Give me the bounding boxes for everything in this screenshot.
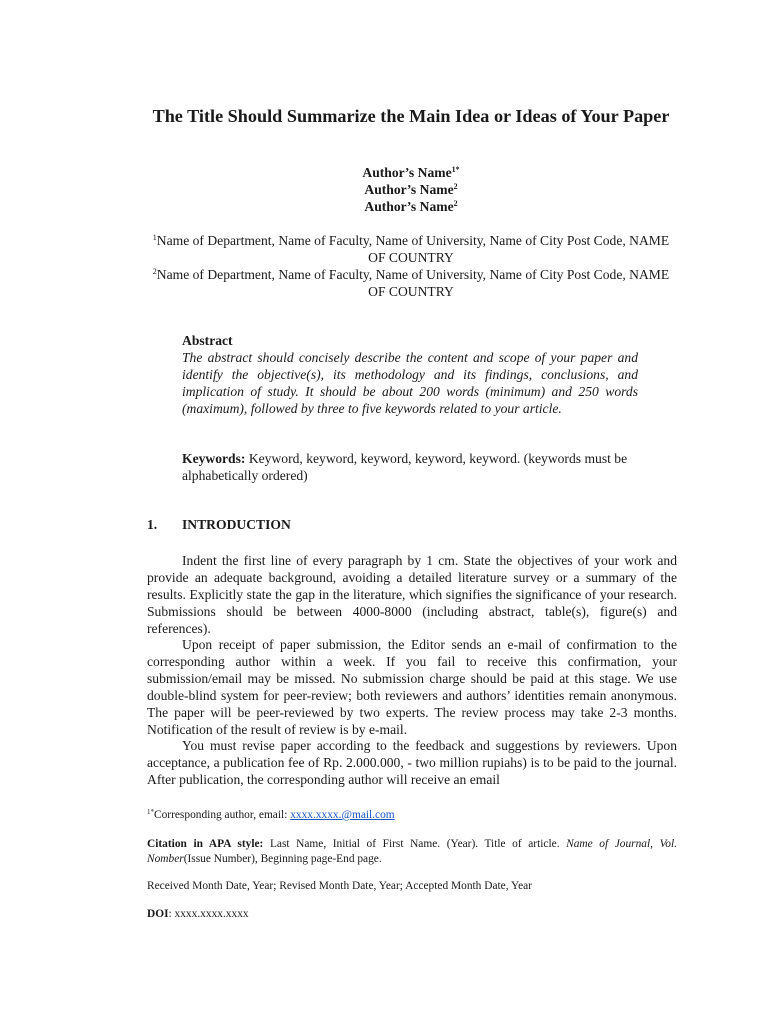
- author-list: [150, 164, 672, 215]
- affiliation-text: Name of Department, Name of Faculty, Name of University, Name of City Post Code, NAME OF COUNTRY: [156, 233, 670, 265]
- doi-label: DOI: [147, 908, 169, 920]
- abstract-block: [182, 332, 638, 417]
- body-paragraph: Upon receipt of paper submission, the Editor sends an e-mail of confirmation to the corresponding author within a week. If you fail to receive this confirmation, your submission/email may be missed. No submission charge should be paid at this stage. We use double-blind system for peer-review; both reviewers and authors’ identities remain anonymous. The paper will be peer-reviewed by two experts. The review process may take 2-3 months. Notification of the result of review is by e-mail.: [147, 637, 677, 737]
- affiliation: [150, 232, 672, 266]
- body-paragraph: Indent the first line of every paragraph by 1 cm. State the objectives of your work and provide an adequate background, avoiding a detailed literature survey or a summary of the results. Explicitly state the gap in the literature, which signifies the significance of your research. Submissions should be between 4000-8000 (including abstract, table(s), figure(s) and references).: [147, 553, 677, 636]
- citation-journal: Name of Journal, Vol. Nomber: [147, 838, 677, 865]
- paper-title: The Title Should Summarize the Main Idea or Ideas of Your Paper: [152, 106, 670, 126]
- abstract-body: The abstract should concisely describe the content and scope of your paper and identify the objective(s), its methodology and its findings, conclusions, and implication of study. It should be about 200 words (minimum) and 250 words (maximum), followed by three to five keywords related to your article.: [182, 350, 638, 416]
- author-name: [150, 181, 672, 198]
- author-affiliation-mark: 1*: [451, 165, 460, 174]
- corresponding-author-footnote: [147, 808, 677, 822]
- citation-label: Citation in APA style:: [147, 838, 264, 850]
- email-link[interactable]: xxxx.xxxx.@mail.com: [290, 809, 395, 821]
- section-heading: [147, 516, 677, 533]
- footnote-text: Corresponding author, email:: [154, 809, 291, 821]
- body-paragraph: You must revise paper according to the feedback and suggestions by reviewers. Upon acceptance, a publication fee of Rp. 2.000.000, - two million rupiahs) is to be paid to the journal. After publication, the corresponding author will receive an email: [147, 738, 677, 787]
- section-number: 1.: [147, 517, 158, 532]
- author-name: [150, 164, 672, 181]
- affiliation-list: [150, 232, 672, 300]
- citation-text: Last Name, Initial of First Name. (Year). Title of article.: [263, 838, 567, 850]
- citation-text-end: (Issue Number), Beginning page-End page.: [183, 853, 382, 865]
- author-name: [150, 198, 672, 215]
- keywords-text: Keyword, keyword, keyword, keyword, keyword. (keywords must be alphabetically ordered): [182, 451, 628, 483]
- keywords-block: [182, 450, 638, 484]
- abstract-heading: Abstract: [182, 333, 233, 348]
- affiliation-mark: 2: [152, 267, 157, 276]
- section-title: INTRODUCTION: [182, 517, 291, 532]
- affiliation-text: Name of Department, Name of Faculty, Name of University, Name of City Post Code, NAME OF COUNTRY: [156, 267, 670, 299]
- affiliation-mark: 1: [152, 233, 157, 242]
- doi-value: : xxxx.xxxx.xxxx: [168, 908, 249, 920]
- doi-line: [147, 907, 677, 922]
- author-name-text: Author’s Name: [362, 165, 452, 180]
- received-dates: Received Month Date, Year; Revised Month Date, Year; Accepted Month Date, Year: [147, 880, 532, 892]
- author-name-text: Author’s Name: [364, 182, 454, 197]
- footnote-mark: 1*: [147, 808, 154, 816]
- author-affiliation-mark: 2: [453, 182, 458, 191]
- keywords-label: Keywords:: [182, 451, 246, 466]
- citation-block: [147, 837, 677, 867]
- author-affiliation-mark: 2: [453, 199, 458, 208]
- affiliation: [150, 266, 672, 300]
- author-name-text: Author’s Name: [364, 199, 454, 214]
